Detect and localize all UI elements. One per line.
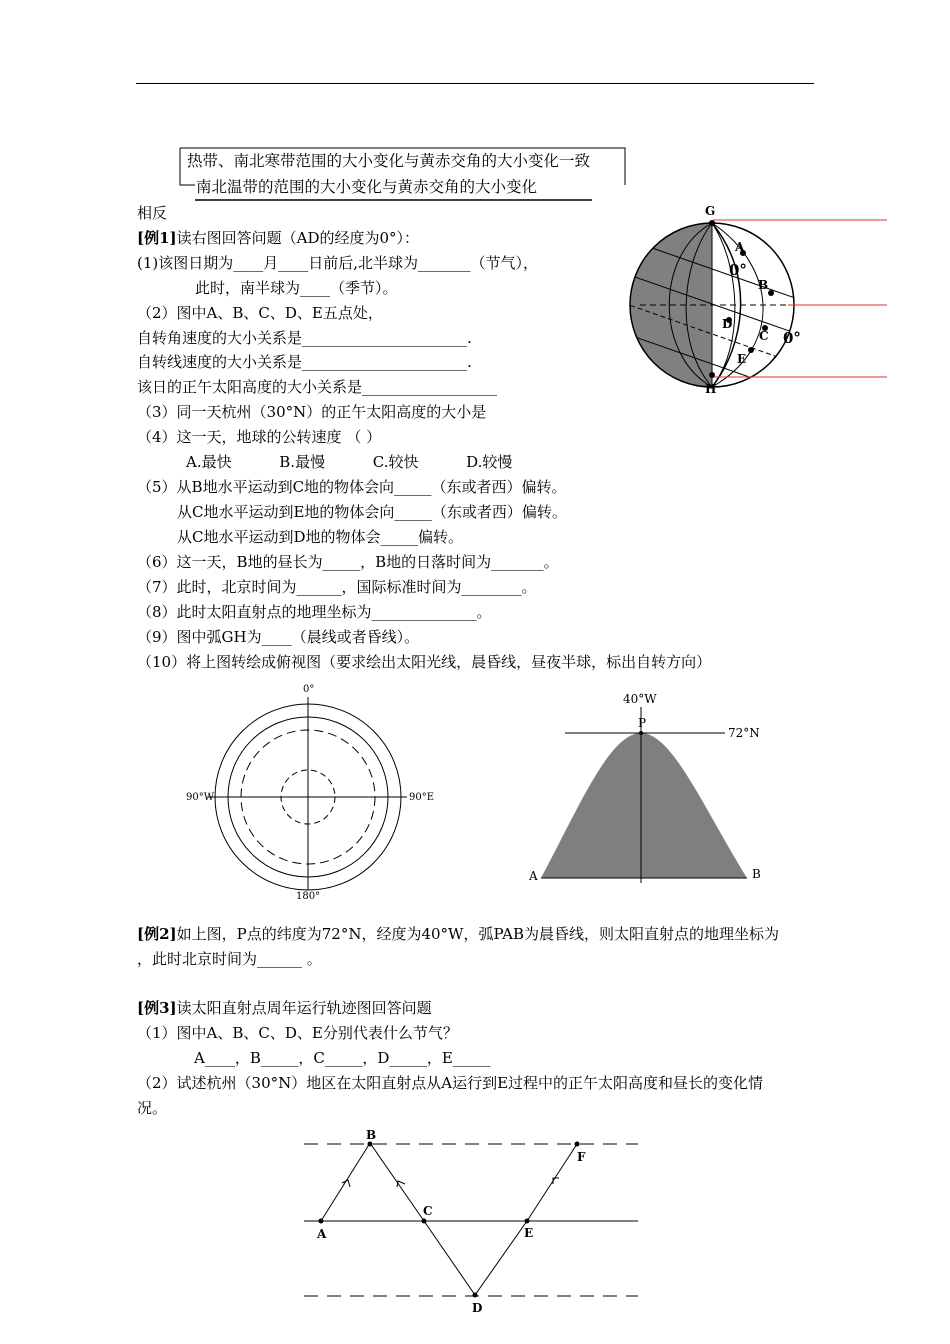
track-label-c: C xyxy=(423,1204,433,1218)
curve-label-lon: 40°W xyxy=(623,692,657,706)
curve-label-a: A xyxy=(529,869,538,883)
ex1-q5b: 从C地水平运动到E地的物体会向_____（东或者西）偏转。 xyxy=(177,503,567,521)
ex3-line xyxy=(137,998,432,1018)
globe-figure xyxy=(625,195,890,400)
box-line-2: 南北温带的范围的大小变化与黄赤交角的大小变化 xyxy=(196,178,538,196)
night-area xyxy=(541,733,747,878)
ex1-q2b: 自转角速度的大小关系是______________________. xyxy=(137,329,472,347)
ex2-text2: ，此时北京时间为______ 。 xyxy=(137,950,322,968)
ex1-q5a: （5）从B地水平运动到C地的物体会向_____（东或者西）偏转。 xyxy=(137,478,567,496)
ex2-text1: 如上图，P点的纬度为72°N，经度为40°W，弧PAB为晨昏线，则太阳直射点的地理坐标为 xyxy=(176,925,780,943)
track-label-d: D xyxy=(472,1301,483,1315)
ex1-q3: （3）同一天杭州（30°N）的正午太阳高度的大小是 xyxy=(137,403,487,421)
sun-track-figure xyxy=(298,1123,643,1315)
label-c: C xyxy=(759,329,769,343)
label-b: B xyxy=(758,278,769,292)
track-label-b: B xyxy=(366,1128,377,1142)
label-a: A xyxy=(735,240,745,254)
ex3-heading: [例3] xyxy=(137,999,177,1017)
box-line-1: 热带、南北寒带范围的大小变化与黄赤交角的大小变化一致 xyxy=(187,152,591,170)
terminator-curve-figure xyxy=(525,685,780,890)
label-d: D xyxy=(722,317,733,331)
label-0-a: 0° xyxy=(729,261,747,279)
ex1-q10: （10）将上图转绘成俯视图（要求绘出太阳光线，晨昏线，昼夜半球，标出自转方向） xyxy=(137,653,712,671)
label-0-b: 0° xyxy=(783,329,801,347)
curve-label-lat: 72°N xyxy=(728,726,760,740)
ex1-line xyxy=(137,228,419,248)
ex1-q2c: 自转线速度的大小关系是______________________. xyxy=(137,353,472,371)
track-label-f: F xyxy=(577,1150,586,1164)
ex1-q4: （4）这一天，地球的公转速度 （ ） xyxy=(137,428,382,446)
ex3-q1-answers: A____，B_____，C_____，D_____，E_____ xyxy=(194,1049,491,1067)
ex1-q4-options: A.最快 B.最慢 C.较快 D.较慢 xyxy=(186,453,513,471)
curve-label-p: P xyxy=(638,716,647,730)
curve-label-b: B xyxy=(752,867,761,881)
track-label-a: A xyxy=(317,1227,327,1241)
box-tail: 相反 xyxy=(137,204,168,222)
track-label-e: E xyxy=(524,1226,534,1240)
ex1-q5c: 从C地水平运动到D地的物体会_____偏转。 xyxy=(177,528,464,546)
ex3-intro: 读太阳直射点周年运行轨迹图回答问题 xyxy=(176,999,432,1017)
ex3-q1: （1）图中A、B、C、D、E分别代表什么节气？ xyxy=(137,1024,458,1042)
ex1-q1a: (1)该图日期为____月____日前后,北半球为_______（节气）， xyxy=(137,254,539,272)
polar-label-left: 90°W xyxy=(186,792,215,803)
label-g: G xyxy=(705,204,716,218)
label-h: H xyxy=(705,382,717,396)
polar-view-figure xyxy=(180,678,440,903)
ex3-q2a: （2）试述杭州（30°N）地区在太阳直射点从A运行到E过程中的正午太阳高度和昼长的变化情 xyxy=(137,1074,764,1092)
ex1-q2a: （2）图中A、B、C、D、E五点处， xyxy=(137,304,383,322)
ex2-heading: [例2] xyxy=(137,925,177,943)
ex2-line xyxy=(137,924,779,944)
ex1-q9: （9）图中弧GH为____（晨线或者昏线）。 xyxy=(137,628,420,646)
polar-label-top: 0° xyxy=(303,684,315,695)
header-rule xyxy=(136,83,814,84)
ex1-intro: 读右图回答问题（AD的经度为0°）： xyxy=(176,229,420,247)
ex1-q8: （8）此时太阳直射点的地理坐标为______________。 xyxy=(137,603,492,621)
ex1-q7: （7）此时，北京时间为______，国际标准时间为________。 xyxy=(137,578,537,596)
ex1-q6: （6）这一天，B地的昼长为_____，B地的日落时间为_______。 xyxy=(137,553,559,571)
label-e: E xyxy=(737,352,747,366)
ex3-q2b: 况。 xyxy=(137,1099,168,1117)
polar-label-bottom: 180° xyxy=(296,891,321,902)
ex1-q2d: 该日的正午太阳高度的大小关系是__________________ xyxy=(137,378,498,396)
ex1-heading: [例1] xyxy=(137,229,177,247)
ex1-q1b: 此时，南半球为____（季节）。 xyxy=(195,279,398,297)
polar-label-right: 90°E xyxy=(409,792,435,803)
